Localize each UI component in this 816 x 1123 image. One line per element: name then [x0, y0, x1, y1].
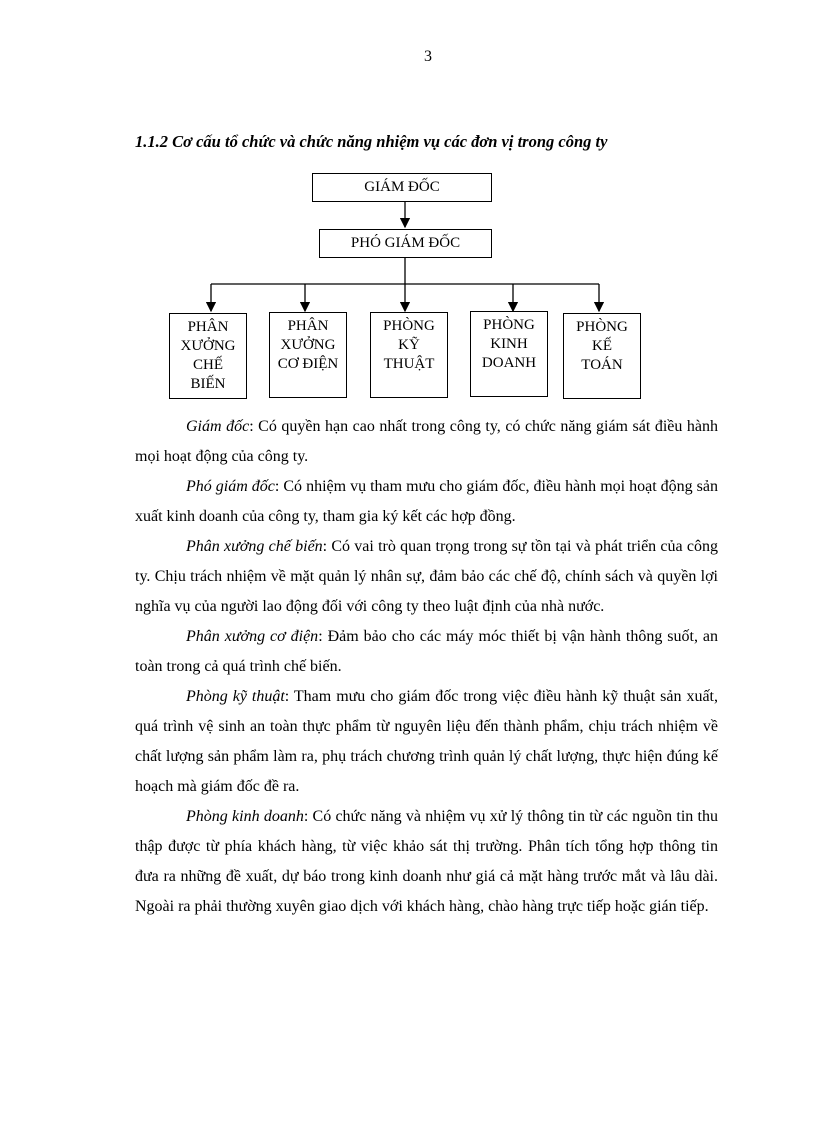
term: Phòng kinh doanh: [186, 808, 304, 825]
box-line: PHÂN: [287, 318, 329, 334]
description: : Có vai trò quan trọng trong sự tồn tại và phát triển của công ty. Chịu trách nhiệm về mặt quản lý nhân sự, đảm bảo các chế độ, chính sách và quyền lợi nghĩa vụ của người lao động đối với công ty theo luật định của nhà nước.: [135, 538, 718, 615]
box-line: XƯỞNG: [280, 337, 336, 353]
org-box-director: GIÁM ĐỐC: [312, 173, 492, 202]
paragraph: [135, 532, 718, 622]
description: : Có nhiệm vụ tham mưu cho giám đốc, điều hành mọi hoạt động sản xuất kinh doanh của công ty, tham gia ký kết các hợp đồng.: [135, 478, 719, 525]
org-box-unit: [269, 312, 347, 398]
org-box-unit: [169, 313, 247, 399]
box-line: PHÂN: [187, 319, 229, 335]
description: : Có chức năng và nhiệm vụ xử lý thông tin từ các nguồn tin thu thập được từ phía khách hàng, từ việc khảo sát thị trường. Phân tích tổng hợp thông tin đưa ra những đề xuất, dự báo trong kinh doanh như giá cả mặt hàng trước mắt và lâu dài. Ngoài ra phải thường xuyên giao dịch với khách hàng, chào hàng trực tiếp hoặc gián tiếp.: [135, 808, 718, 915]
box-line: THUẬT: [383, 356, 435, 372]
term: Phân xưởng cơ điện: [186, 628, 319, 645]
org-box-unit: [470, 311, 548, 397]
box-line: DOANH: [481, 355, 537, 371]
paragraph: [135, 802, 718, 922]
org-box-deputy: PHÓ GIÁM ĐỐC: [319, 229, 492, 258]
box-line: PHÒNG: [483, 317, 535, 333]
term: Phó giám đốc: [186, 478, 275, 495]
term: Phân xưởng chế biến: [186, 538, 323, 555]
box-line: KINH: [490, 336, 528, 352]
org-box-unit: [563, 313, 641, 399]
description: : Đảm bảo cho các máy móc thiết bị vận hành thông suốt, an toàn trong cả quá trình chế biến.: [135, 628, 719, 675]
box-line: KẾ: [592, 338, 612, 354]
body-text: [135, 412, 718, 922]
term: Phòng kỹ thuật: [186, 688, 285, 705]
box-line: PHÒNG: [576, 319, 628, 335]
box-line: CƠ ĐIỆN: [277, 356, 339, 372]
description: : Có quyền hạn cao nhất trong công ty, có chức năng giám sát điều hành mọi hoạt động của công ty.: [135, 418, 718, 465]
org-box-unit: [370, 312, 448, 398]
box-line: KỸ: [398, 337, 420, 353]
paragraph: [135, 412, 718, 472]
page-number: 3: [424, 48, 432, 65]
section-heading: 1.1.2 Cơ cấu tổ chức và chức năng nhiệm vụ các đơn vị trong công ty: [135, 132, 608, 151]
description: : Tham mưu cho giám đốc trong việc điều hành kỹ thuật sản xuất, quá trình vệ sinh an toàn thực phẩm từ nguyên liệu đến thành phẩm, chịu trách nhiệm về chất lượng sản phẩm làm ra, phụ trách chương trình quản lý chất lượng, thực hiện đúng kế hoạch mà giám đốc đề ra.: [135, 688, 718, 795]
paragraph: [135, 682, 718, 802]
box-line: TOÁN: [581, 357, 623, 373]
box-line: XƯỞNG: [180, 338, 236, 354]
term: Giám đốc: [186, 418, 250, 435]
box-line: CHẾ: [193, 357, 223, 373]
box-line: PHÒNG: [383, 318, 435, 334]
box-line: BIẾN: [190, 376, 226, 392]
paragraph: [135, 622, 718, 682]
paragraph: [135, 472, 718, 532]
